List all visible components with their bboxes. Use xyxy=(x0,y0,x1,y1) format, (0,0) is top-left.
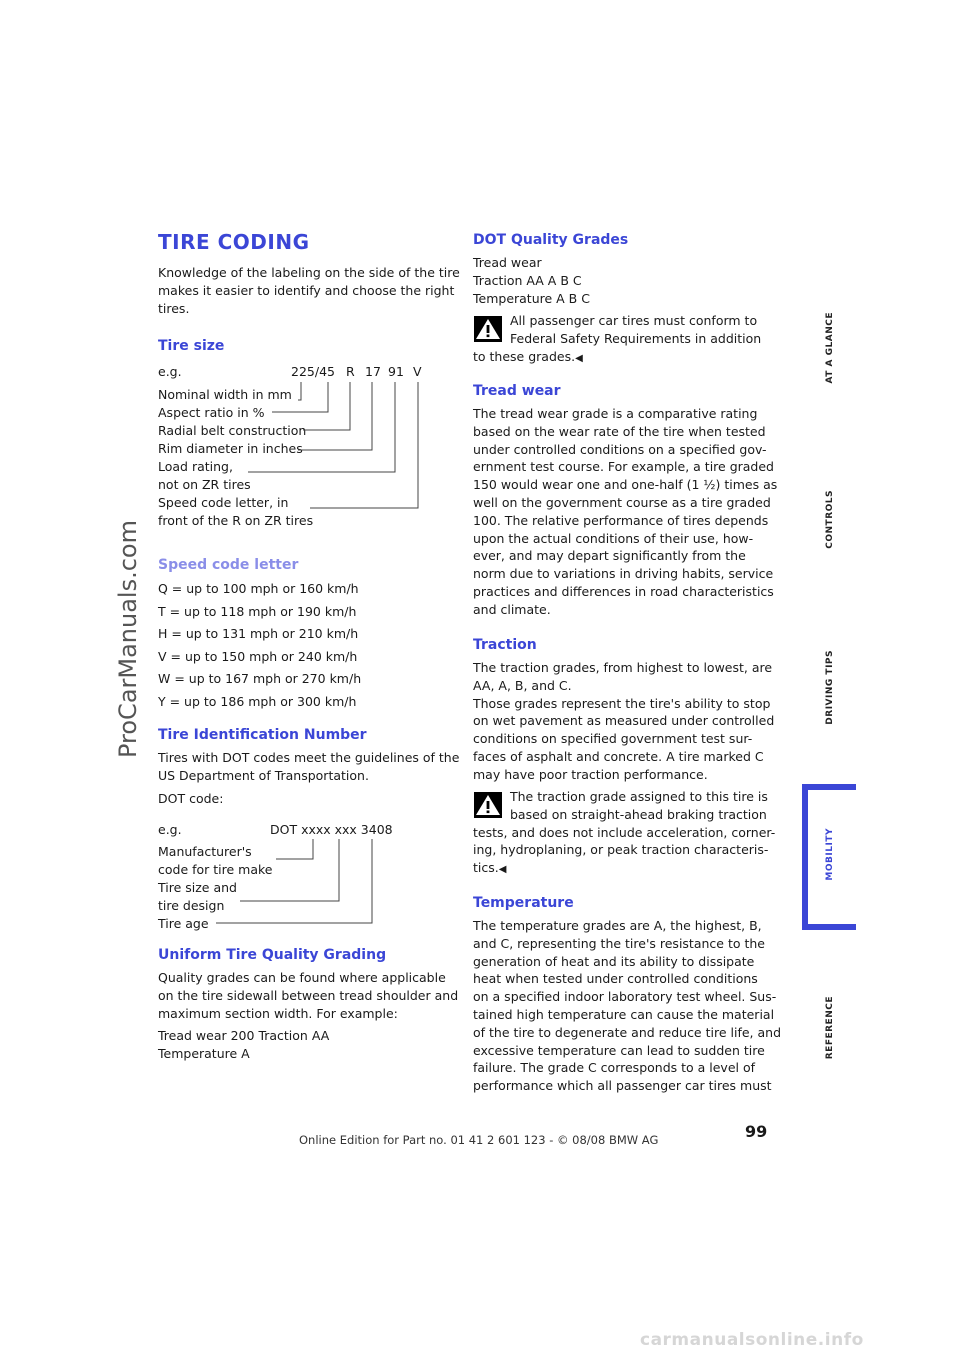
warning-line: The traction grade assigned to this tire is xyxy=(510,789,768,804)
tin-text-line: Tires with DOT codes meet the guidelines of the xyxy=(158,750,460,765)
temperature-line: The temperature grades are A, the highest, B, xyxy=(473,918,762,933)
tread-line: ever, and may depart significantly from the xyxy=(473,548,746,564)
warning-traction-grade xyxy=(473,788,776,879)
utqg-example-line: Tread wear 200 Traction AA xyxy=(158,1028,330,1043)
heading-tire-size: Tire size xyxy=(158,338,225,354)
page-number: 99 xyxy=(745,1122,768,1141)
speed-code-item: H = up to 131 mph or 210 km/h xyxy=(158,626,359,642)
watermark-carmanualsonline: carmanualsonline.info xyxy=(640,1330,864,1350)
label-tire-design: tire design xyxy=(158,898,225,913)
utqg-text-line: on the tire sidewall between tread shoulder and xyxy=(158,988,459,1003)
side-tab-controls[interactable]: CONTROLS xyxy=(825,490,835,549)
dot-leader-lines xyxy=(158,821,458,933)
label-rim-diameter: Rim diameter in inches xyxy=(158,441,303,456)
utqg-text-line: maximum section width. For example: xyxy=(158,1006,398,1021)
heading-traction: Traction xyxy=(473,637,537,653)
temperature-line: and C, representing the tire's resistance to the xyxy=(473,935,765,951)
label-nominal-width: Nominal width in mm xyxy=(158,387,292,402)
warning-line: Federal Safety Requirements in addition xyxy=(510,331,762,346)
warning-federal-safety xyxy=(473,312,773,368)
temperature-line: performance which all passenger car tires must xyxy=(473,1078,772,1094)
code-speed: V xyxy=(413,364,422,379)
traction-line: The traction grades, from highest to lowest, are xyxy=(473,660,773,675)
warning-line: All passenger car tires must conform to xyxy=(510,313,758,328)
label-radial-belt: Radial belt construction xyxy=(158,423,307,438)
label-manufacturer-code: code for tire make xyxy=(158,862,273,877)
label-aspect-ratio: Aspect ratio in % xyxy=(158,405,265,420)
temperature-line: failure. The grade C corresponds to a level of xyxy=(473,1060,756,1076)
utqg-text xyxy=(158,969,458,1023)
tire-size-eg: e.g. xyxy=(158,364,182,379)
traction-line: may have poor traction performance. xyxy=(473,766,708,782)
heading-tire-identification-number: Tire Identification Number xyxy=(158,727,367,743)
speed-code-item: Q = up to 100 mph or 160 km/h xyxy=(158,581,359,596)
traction-line: conditions on specified government test sur- xyxy=(473,731,753,747)
label-load-rating-note: not on ZR tires xyxy=(158,477,251,492)
speed-code-list xyxy=(158,578,458,714)
heading-speed-code-letter: Speed code letter xyxy=(158,557,299,573)
dot-grade-line: Traction AA A B C xyxy=(473,273,582,288)
label-tire-age: Tire age xyxy=(158,916,209,931)
temperature-line: excessive temperature can lead to sudden tire xyxy=(473,1042,765,1058)
temperature-line: tained high temperature can cause the material xyxy=(473,1006,775,1022)
warning-line: tics. xyxy=(473,860,499,876)
intro-line: Knowledge of the labeling on the side of the tire xyxy=(158,265,460,280)
end-mark: ◀ xyxy=(575,353,583,364)
intro-line: tires. xyxy=(158,301,190,316)
footer-edition: Online Edition for Part no. 01 41 2 601 123 - © 08/08 BMW AG xyxy=(299,1133,659,1147)
dot-code-label: DOT code: xyxy=(158,791,224,806)
temperature-line: on a specified indoor laboratory test wheel. Sus- xyxy=(473,989,777,1005)
section-title-tire-coding: TIRE CODING xyxy=(158,230,310,254)
traction-line: on wet pavement as measured under controlled xyxy=(473,713,775,729)
tread-line: ernment test course. For example, a tire graded xyxy=(473,459,774,475)
dot-grades-lines xyxy=(473,254,773,308)
tread-wear-text xyxy=(473,405,778,619)
temperature-line: generation of heat and its ability to dissipate xyxy=(473,953,755,969)
speed-code-item: T = up to 118 mph or 190 km/h xyxy=(158,603,357,619)
dot-code-diagram xyxy=(158,821,458,933)
label-manufacturer: Manufacturer's xyxy=(158,844,252,859)
heading-temperature: Temperature xyxy=(473,895,574,911)
code-radial: R xyxy=(346,364,355,379)
tread-line: The tread wear grade is a comparative rating xyxy=(473,406,758,421)
dot-grade-line: Tread wear xyxy=(473,255,542,270)
label-speed-code-note: front of the R on ZR tires xyxy=(158,513,314,528)
label-speed-code: Speed code letter, in xyxy=(158,495,289,510)
tread-line: and climate. xyxy=(473,601,551,617)
dot-eg: e.g. xyxy=(158,822,182,837)
label-load-rating: Load rating, xyxy=(158,459,233,474)
utqg-text-line: Quality grades can be found where applicable xyxy=(158,970,446,985)
tin-text xyxy=(158,749,458,785)
tire-size-diagram xyxy=(158,364,458,534)
side-tab-driving-tips[interactable]: DRIVING TIPS xyxy=(825,650,835,725)
speed-code-item: Y = up to 186 mph or 300 km/h xyxy=(158,693,357,709)
tread-line: 150 would wear one and one-half (1 ½) times as xyxy=(473,477,778,493)
tread-line: 100. The relative performance of tires depends xyxy=(473,512,769,528)
traction-line: faces of asphalt and concrete. A tire marked C xyxy=(473,748,764,764)
code-rim: 17 xyxy=(365,364,381,379)
traction-line: AA, A, B, and C. xyxy=(473,677,572,693)
code-load: 91 xyxy=(388,364,404,379)
intro-line: makes it easier to identify and choose the right xyxy=(158,283,455,298)
heading-dot-quality-grades: DOT Quality Grades xyxy=(473,232,629,248)
tread-line: well on the government course as a tire graded xyxy=(473,494,771,510)
dot-grade-line: Temperature A B C xyxy=(473,291,590,306)
side-tab-reference[interactable]: REFERENCE xyxy=(825,996,835,1060)
traction-text xyxy=(473,659,773,784)
tire-size-leader-lines xyxy=(158,364,458,534)
side-tab-mobility[interactable]: MOBILITY xyxy=(825,828,835,881)
tread-line: norm due to variations in driving habits, service xyxy=(473,566,774,582)
end-mark: ◀ xyxy=(498,864,507,876)
side-tab-at-a-glance[interactable]: AT A GLANCE xyxy=(825,312,835,384)
label-tire-size-design: Tire size and xyxy=(158,880,237,895)
watermark-procarmanuals: ProCarManuals.com xyxy=(114,520,142,759)
tread-line: under controlled conditions on a specified gov- xyxy=(473,441,767,457)
utqg-example xyxy=(158,1027,458,1063)
traction-line: Those grades represent the tire's ability to stop xyxy=(473,695,771,711)
warning-line: ing, hydroplaning, or peak traction characteris- xyxy=(473,842,769,858)
temperature-line: heat when tested under controlled conditions xyxy=(473,971,758,987)
utqg-example-line: Temperature A xyxy=(158,1046,250,1061)
heading-tread-wear: Tread wear xyxy=(473,383,561,399)
tread-line: based on the wear rate of the tire when tested xyxy=(473,423,766,439)
warning-line: based on straight-ahead braking traction xyxy=(510,806,767,822)
speed-code-item: V = up to 150 mph or 240 km/h xyxy=(158,648,358,664)
heading-utqg: Uniform Tire Quality Grading xyxy=(158,947,387,963)
dot-code-value: DOT xxxx xxx 3408 xyxy=(270,822,393,837)
tread-line: upon the actual conditions of their use, how- xyxy=(473,530,754,546)
tread-line: practices and differences in road characteristics xyxy=(473,583,774,599)
code-width-ratio: 225/45 xyxy=(291,364,335,379)
left-column xyxy=(158,230,458,318)
temperature-text xyxy=(473,917,782,1095)
temperature-line: of the tire to degenerate and reduce tire life, and xyxy=(473,1024,782,1040)
speed-code-item: W = up to 167 mph or 270 km/h xyxy=(158,671,362,687)
tin-text-line: US Department of Transportation. xyxy=(158,768,369,783)
warning-line: to these grades. xyxy=(473,349,576,364)
warning-line: tests, and does not include acceleration, corner- xyxy=(473,824,776,840)
